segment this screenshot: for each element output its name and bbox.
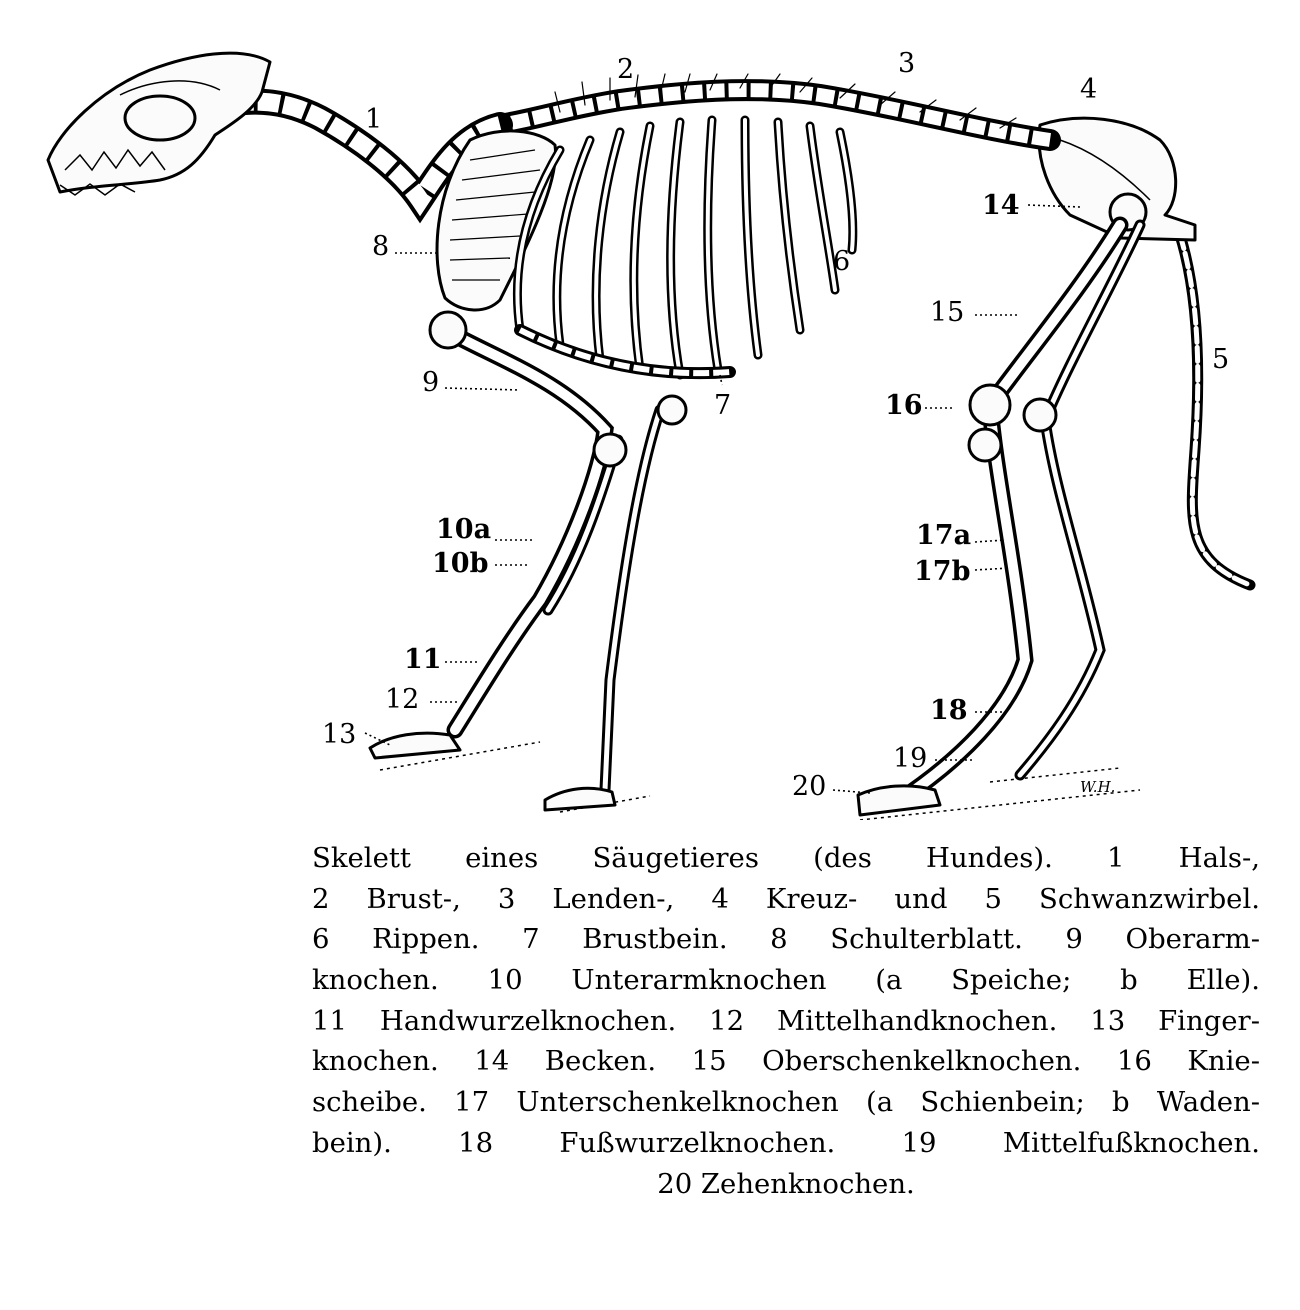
caption-line: Skelett eines Säugetieres (des Hundes). 1 Hals-, — [312, 842, 1260, 874]
label-11: 11 — [404, 644, 442, 675]
label-14: 14 — [982, 190, 1020, 221]
label-9: 9 — [422, 367, 440, 398]
caption-line: bein). 18 Fußwurzelknochen. 19 Mittelfußknochen. — [312, 1126, 1260, 1159]
label-10a: 10a — [436, 514, 492, 545]
label-4: 4 — [1080, 74, 1098, 105]
tail-vertebrae — [1180, 235, 1250, 585]
label-17b: 17b — [914, 556, 971, 587]
caption-line: scheibe. 17 Unterschenkelknochen (a Schienbein; b Waden- — [312, 1086, 1260, 1119]
label-8: 8 — [372, 231, 390, 262]
label-3: 3 — [898, 48, 916, 79]
label-16: 16 — [885, 390, 923, 421]
caption-line: knochen. 14 Becken. 15 Oberschenkelknochen. 16 Knie- — [312, 1045, 1260, 1078]
label-20: 20 — [792, 771, 827, 802]
label-2: 2 — [617, 54, 635, 85]
label-5: 5 — [1212, 344, 1230, 375]
label-1: 1 — [365, 104, 383, 135]
ground-shadows — [380, 742, 1140, 820]
label-10b: 10b — [432, 548, 489, 579]
hind-legs — [858, 225, 1140, 815]
caption-line: 20 Zehenknochen. — [657, 1167, 915, 1200]
label-18: 18 — [930, 695, 968, 726]
label-19: 19 — [893, 743, 928, 774]
label-13: 13 — [322, 719, 357, 750]
front-legs — [370, 312, 686, 810]
rib-cage — [517, 120, 852, 375]
figure-caption — [312, 838, 1260, 1204]
caption-line: 2 Brust-, 3 Lenden-, 4 Kreuz- und 5 Schwanzwirbel. — [312, 882, 1260, 915]
caption-line: knochen. 10 Unterarmknochen (a Speiche; b Elle). — [312, 964, 1260, 997]
caption-line: 11 Handwurzelknochen. 12 Mittelhandknochen. 13 Finger- — [312, 1004, 1260, 1037]
caption-line: 6 Rippen. 7 Brustbein. 8 Schulterblatt. 9 Oberarm- — [312, 923, 1260, 956]
label-6: 6 — [833, 246, 851, 277]
label-15: 15 — [930, 297, 965, 328]
label-7: 7 — [714, 390, 732, 421]
label-12: 12 — [385, 684, 420, 715]
skull — [48, 53, 270, 195]
label-17a: 17a — [916, 520, 972, 551]
artist-signature: W.H. — [1080, 778, 1116, 796]
